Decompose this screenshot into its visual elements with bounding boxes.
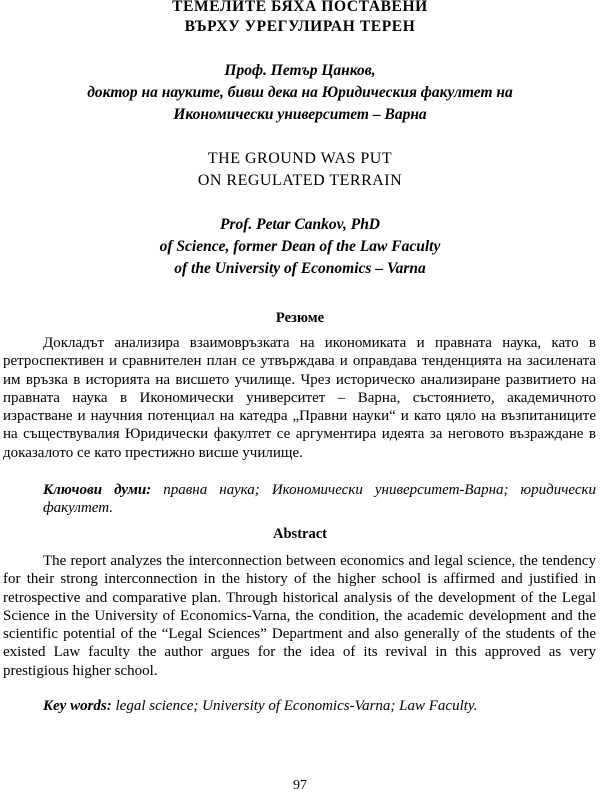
title-en-line-2: ON REGULATED TERRAIN [197,172,403,189]
title-bulgarian [0,0,600,37]
title-en-line-1: THE GROUND WAS PUT [207,150,393,167]
abstract-keywords [3,697,596,715]
author-bg-line-3: Икономически университет – Варна [173,106,427,123]
title-english [0,148,600,192]
resume-heading: Резюме [275,310,325,326]
author-bulgarian [0,60,600,126]
abstract-text: The report analyzes the interconnection between economics and legal science, the tendency for their strong interconnection in the history of the higher school is affirmed and justified in retrospective and comparative plan. Through historical analysis of the development of the Legal Science in the University of Economics-Varna, the condition, the academic development and the scientific potential of the “Legal Sciences” Department and also generally of the students of the existed Law faculty the author argues for the idea of its revival in this approved as very prestigious higher school. [3,553,596,679]
page-number: 97 [293,778,307,793]
resume-keywords-label: Ключови думи: [43,482,152,498]
resume-keywords-text: правна наука; Икономически университет-Варна; юридически факултет. [43,482,597,517]
author-en-line-3: of the University of Economics – Varna [174,260,426,277]
author-english [0,214,600,280]
author-bg-line-1: Проф. Петър Цанков, [224,62,376,79]
resume-paragraph [3,334,596,462]
author-bg-line-2: доктор на науките, бивш дека на Юридическия факултет на [87,84,513,101]
author-en-line-2: of Science, former Dean of the Law Faculty [159,238,441,255]
author-en-line-1: Prof. Petar Cankov, PhD [219,216,381,233]
abstract-keywords-label: Key words: [43,698,112,714]
title-bg-line-2: ВЪРХУ УРЕГУЛИРАН ТЕРЕН [184,18,416,35]
abstract-heading: Abstract [273,526,327,542]
resume-text: Докладът анализира взаимовръзката на икономиката и правната наука, като в ретроспективен и сравнителен план се утвърждава и оправдава тенденцията на засилената им връзка в историята на висшето училище. Чрез историческо анализиране развитието на правната наука в Икономически университет – Варна, състоянието, академичното израстване и научния потенциал на катедра „Правни науки“ и като цяло на възпитаниците на съществувалия Юридически факултет се аргументира идеята за неговото възраждане в доказалото се като престижно висше училище. [3,335,596,461]
title-bg-line-1: ТЕМЕЛИТЕ БЯХА ПОСТАВЕНИ [172,0,428,15]
resume-keywords [3,481,596,518]
abstract-keywords-text: legal science; University of Economics-Varna; Law Faculty. [115,698,478,714]
abstract-paragraph [3,552,596,680]
